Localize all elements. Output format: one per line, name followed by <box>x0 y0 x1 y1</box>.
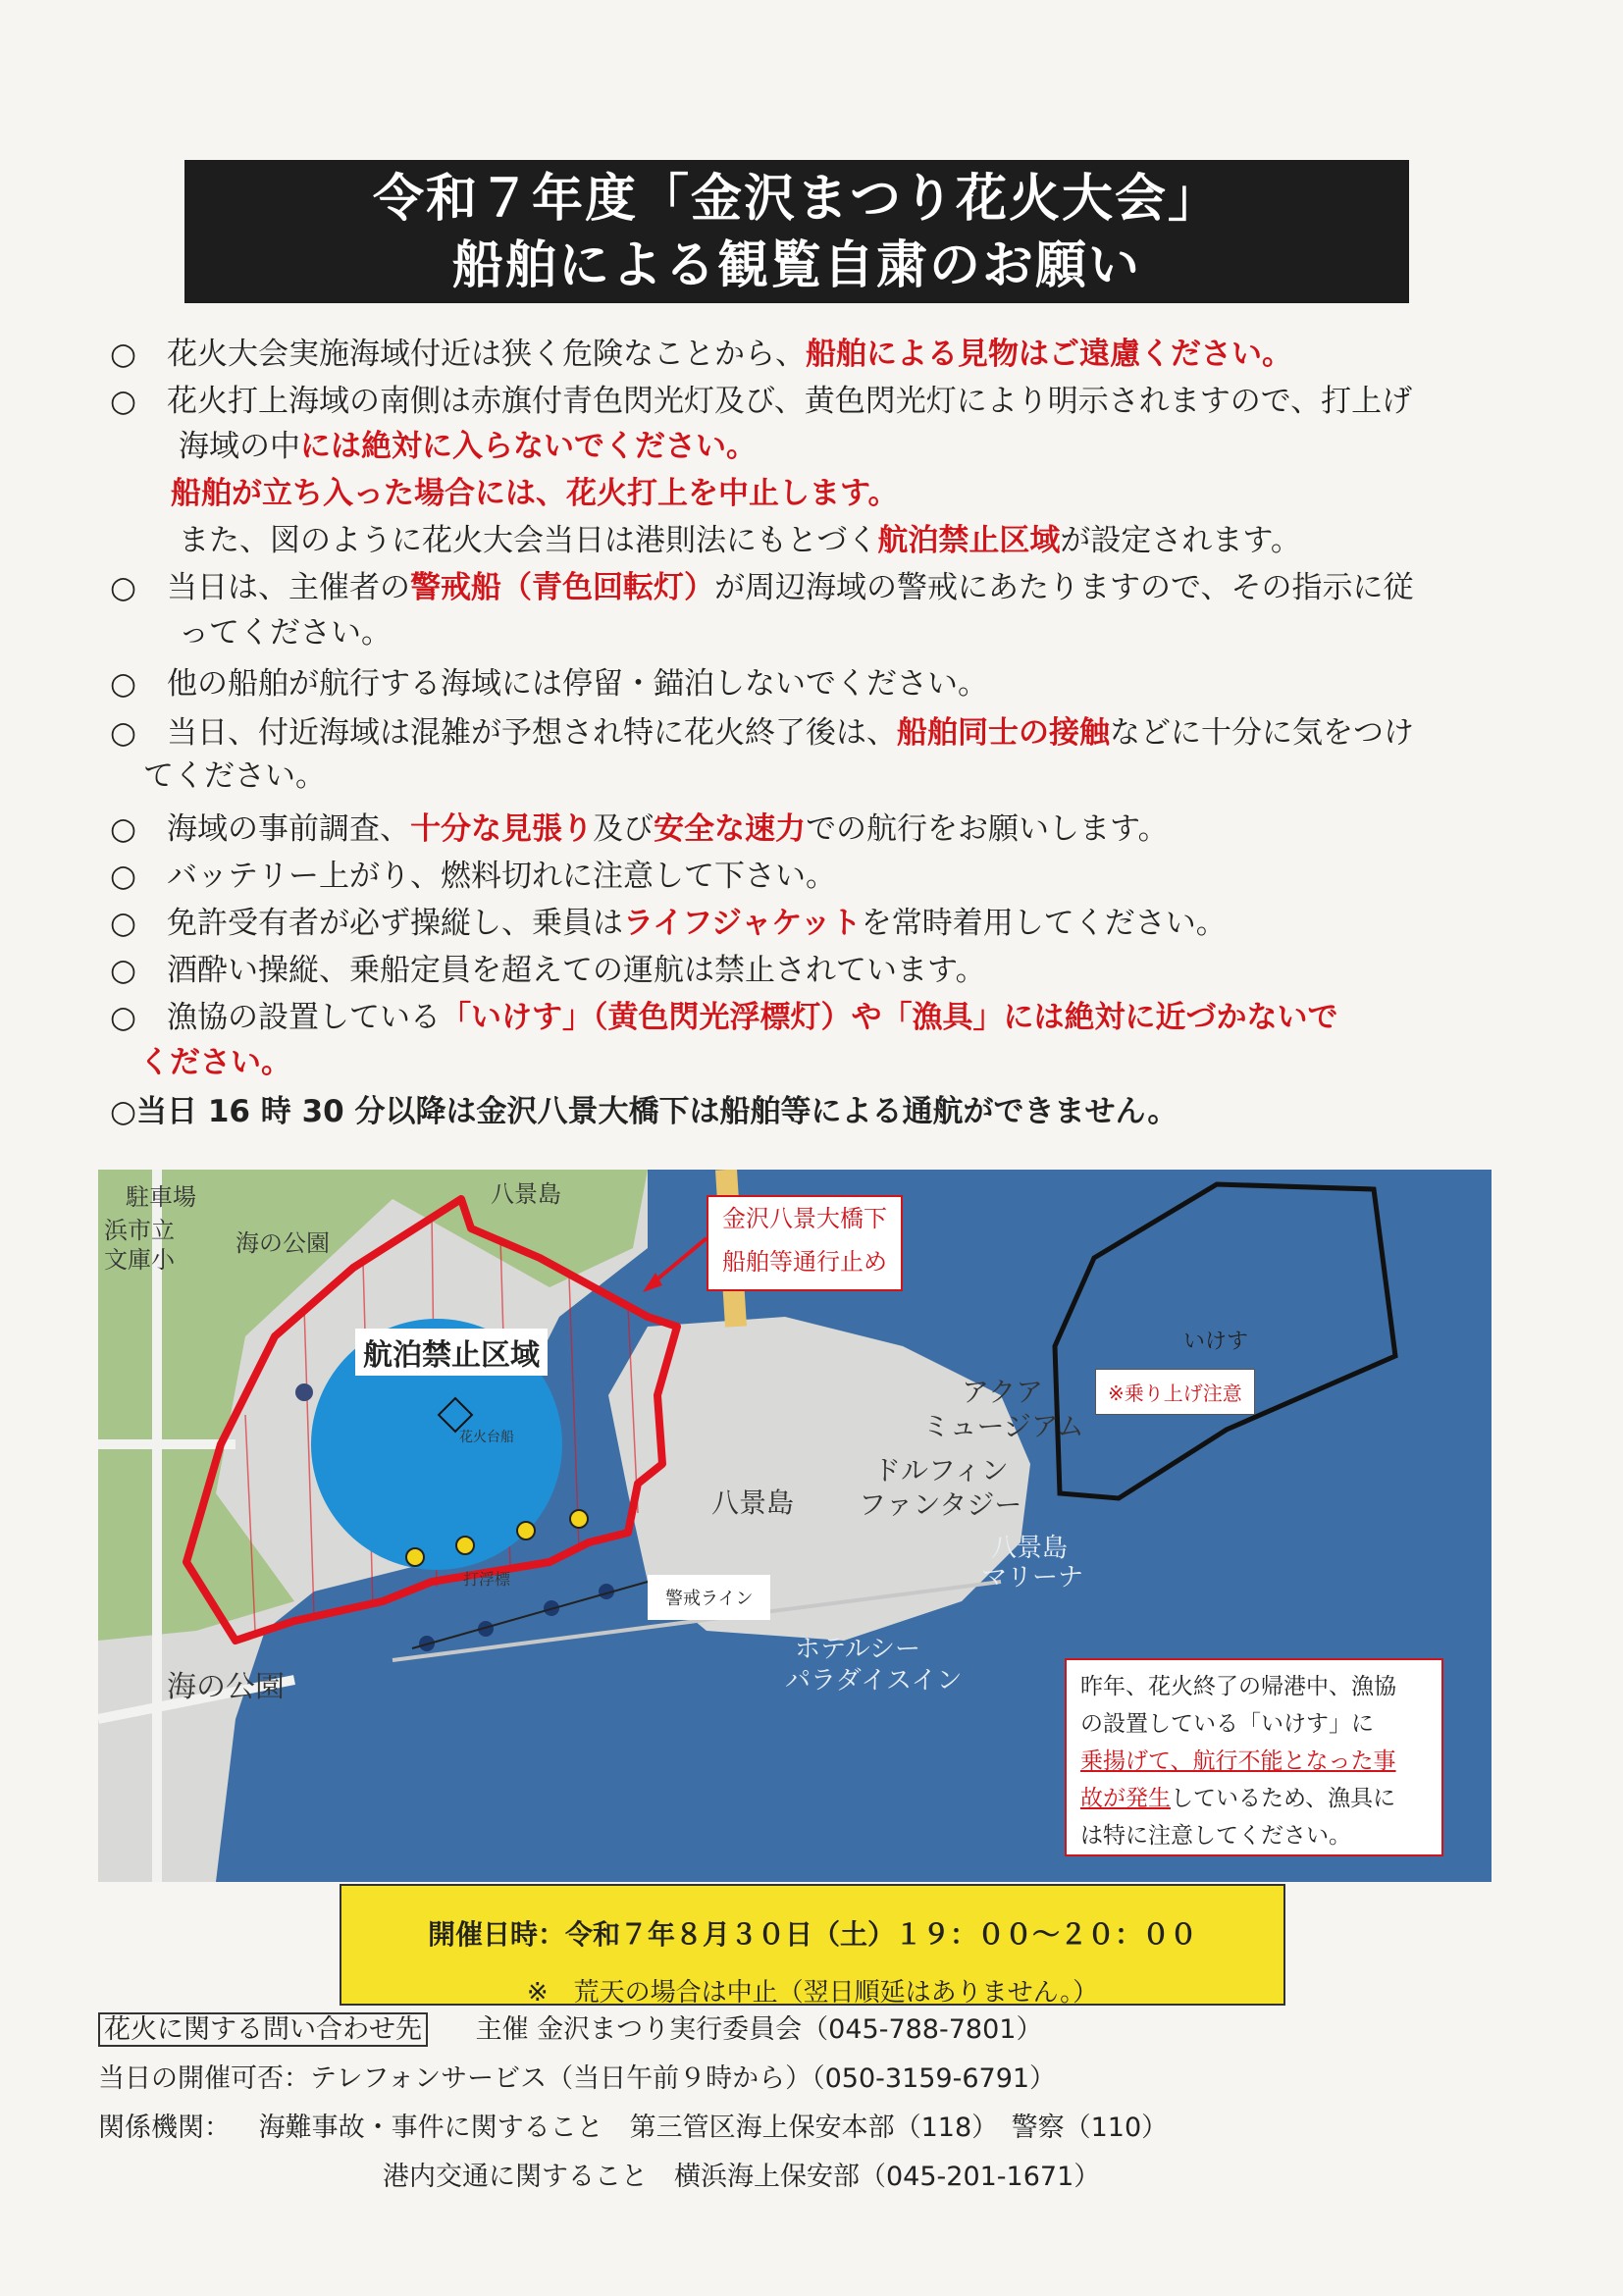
notice-text: ○ 当日は、主催者の <box>110 570 411 605</box>
map-label-umi-koen: 海の公園 <box>236 1229 330 1257</box>
notice-emphasis: 「いけす」（黄色閃光浮標灯）や「漁具」には絶対に近づかないで <box>441 1000 1338 1035</box>
notice-emphasis: ください。 <box>139 1045 291 1080</box>
notice-text: ○ バッテリー上がり、燃料切れに注意して下さい。 <box>110 859 837 894</box>
notice-emphasis: ライフジャケット <box>623 906 862 941</box>
notice-text: 海域の中 <box>179 429 300 464</box>
notice-item-2-cont <box>179 424 757 469</box>
callout-line-2: 船舶等通行止め <box>722 1248 887 1276</box>
contact-line <box>98 2008 1042 2046</box>
marker-dot <box>295 1383 313 1401</box>
guard-line <box>412 1582 648 1648</box>
ikesu-label: いけす <box>1183 1330 1249 1354</box>
map-label-hakkeijima-top: 八景島 <box>491 1180 561 1208</box>
notice-text: ○ 花火大会実施海域付近は狭く危険なことから、 <box>110 337 807 372</box>
map-label-umi-koen-2: 海の公園 <box>167 1670 285 1704</box>
note-text: しているため、漁具に <box>1171 1786 1396 1811</box>
notice-emphasis: 十分な見張り <box>410 811 594 847</box>
event-datetime-box <box>340 1884 1285 2006</box>
ikesu-warning: ※乗り上げ注意 <box>1095 1369 1255 1415</box>
notice-item-10-cont <box>139 1040 291 1085</box>
title-line-2: 船舶による観覧自粛のお願い <box>451 236 1141 295</box>
notice-emphasis: 船舶が立ち入った場合には、花火打上を中止します。 <box>171 476 899 511</box>
notice-text: ○ 免許受有者が必ず操縦し、乗員は <box>110 906 624 941</box>
contact-label: 花火に関する問い合わせ先 <box>98 2012 428 2047</box>
map-label-barge: 花火台船 <box>459 1430 514 1445</box>
notice-item-6 <box>110 807 1169 852</box>
note-line <box>1080 1780 1428 1817</box>
notice-item-5 <box>110 710 1414 756</box>
notice-item-4 <box>110 661 988 706</box>
restricted-zone-label: 航泊禁止区域 <box>355 1329 548 1376</box>
notice-item-5-cont <box>143 754 326 799</box>
notice-item-7 <box>110 854 836 899</box>
notice-text: また、図のように花火大会当日は港則法にもとづく <box>179 523 878 558</box>
notice-item-9 <box>110 948 986 993</box>
notice-text: ○ 他の船舶が航行する海域には停留・錨泊しないでください。 <box>110 666 989 702</box>
notice-item-2-zone <box>179 518 1301 563</box>
agencies-line <box>98 2106 1168 2144</box>
title-banner <box>184 160 1409 303</box>
agency-2: 港内交通に関すること 横浜海上保安部（045-201-1671） <box>383 2162 1101 2192</box>
map-label-hakkeijima: 八景島 <box>711 1487 795 1519</box>
notice-text: 及び <box>593 811 654 847</box>
notice-text: ○ 漁協の設置している <box>110 1000 442 1035</box>
map-label-hotel-2: パラダイスイン <box>785 1666 963 1696</box>
notice-item-2 <box>110 379 1412 424</box>
notice-text: などに十分に気をつけ <box>1110 715 1415 751</box>
notice-text: を常時着用してください。 <box>861 906 1227 941</box>
event-weather-note: ※ 荒天の場合は中止（翌日順延はありません。） <box>526 1978 1099 2008</box>
map-label-dolphin: ドルフィン <box>873 1454 1009 1487</box>
organizer-contact: 主催 金沢まつり実行委員会（045-788-7801） <box>475 2014 1043 2045</box>
notice-text: ○ 当日、付近海域は混雑が予想され特に花火終了後は、 <box>110 715 898 751</box>
note-emphasis: 故が発生 <box>1080 1786 1171 1811</box>
notice-emphasis: 航泊禁止区域 <box>877 523 1061 558</box>
title-line-1: 令和７年度「金沢まつり花火大会」 <box>372 170 1221 229</box>
notice-text: てください。 <box>143 758 326 794</box>
map-label-hamashi: 浜市立 <box>104 1217 175 1244</box>
notice-emphasis: 安全な速力 <box>654 811 807 847</box>
incident-note <box>1065 1658 1443 1856</box>
notice-emphasis: 船舶同士の接触 <box>897 715 1111 751</box>
notice-text: が設定されます。 <box>1060 523 1301 558</box>
notice-text: ってください。 <box>179 615 392 651</box>
note-line: 昨年、花火終了の帰港中、漁協 <box>1080 1674 1396 1699</box>
map-label-aqua: アクア <box>962 1376 1044 1408</box>
event-datetime: 開催日時：令和７年８月３０日（土）１９：００～２０：００ <box>427 1918 1197 1951</box>
notice-text: ○当日 16 時 30 分以降は金沢八景大橋下は船舶等による通航ができません。 <box>110 1094 1178 1129</box>
notice-text: ○ 酒酔い操縦、乗船定員を超えての運航は禁止されています。 <box>110 953 986 988</box>
map-label-hotel-1: ホテルシー <box>795 1635 921 1664</box>
guard-boats <box>419 1584 614 1651</box>
notice-emphasis: 船舶による見物はご遠慮ください。 <box>806 337 1293 372</box>
note-line: は特に注意してください。 <box>1080 1823 1351 1849</box>
notice-text: が周辺海域の警戒にあたりますので、その指示に従 <box>714 570 1414 605</box>
notice-text: ○ 花火打上海域の南側は赤旗付青色閃光灯及び、黄色閃光灯により明示されますので、打上げ <box>110 384 1413 419</box>
map-label-fantasy: ファンタジー <box>859 1488 1022 1521</box>
notice-item-3 <box>110 565 1413 610</box>
notice-item-11 <box>110 1089 1178 1134</box>
map-label-bunko: 文庫小 <box>104 1246 175 1274</box>
map-label-marina-1: 八景島 <box>991 1534 1069 1563</box>
notice-item-2-stop <box>171 471 899 516</box>
note-line: の設置している「いけす」に <box>1080 1711 1374 1737</box>
map-label-parking: 駐車場 <box>126 1183 196 1211</box>
agency-1: 海難事故・事件に関すること 第三管区海上保安本部（118） 警察（110） <box>258 2113 1169 2143</box>
map-label-museum: ミュージアム <box>922 1410 1084 1442</box>
guard-line-label: 警戒ライン <box>648 1575 770 1620</box>
map-label-marina-2: マリーナ <box>981 1563 1084 1592</box>
agencies-label: 関係機関： <box>98 2113 231 2143</box>
notice-item-8 <box>110 901 1227 946</box>
notice-emphasis: 警戒船（青色回転灯） <box>410 570 715 605</box>
notice-emphasis: には絶対に入らないでください。 <box>300 429 757 464</box>
notice-item-3-cont <box>179 610 392 655</box>
note-line-emphasis: 乗揚げて、航行不能となった事 <box>1080 1748 1396 1774</box>
notice-item-1 <box>110 332 1292 377</box>
callout-line-1: 金沢八景大橋下 <box>722 1205 887 1232</box>
notice-text: での航行をお願いします。 <box>806 811 1169 847</box>
notice-item-10 <box>110 995 1338 1040</box>
phone-service-line: 当日の開催可否：テレフォンサービス（当日午前９時から）（050-3159-6791） <box>98 2063 1057 2094</box>
bridge-closure-callout <box>707 1195 903 1291</box>
map-label-buoy: 打浮標 <box>463 1570 511 1589</box>
notice-text: ○ 海域の事前調査、 <box>110 811 411 847</box>
